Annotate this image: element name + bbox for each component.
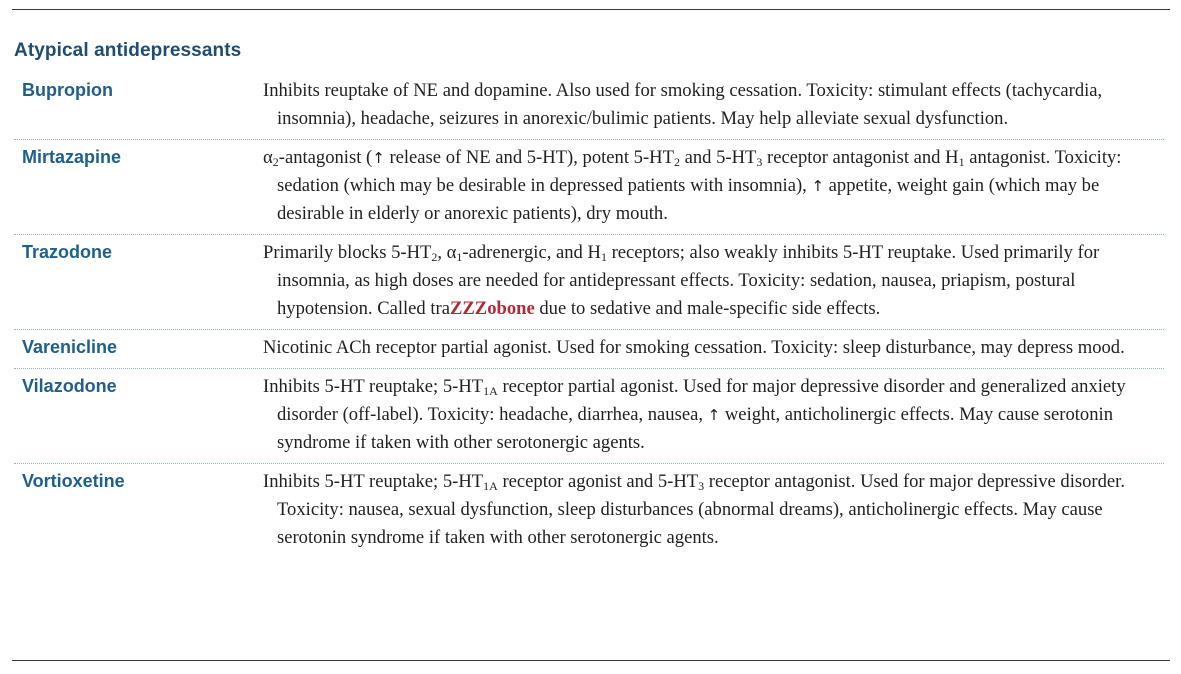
description-text: and 5-HT [679,147,757,168]
section-title: Atypical antidepressants [14,40,242,61]
description-text: , α [437,242,457,263]
description-text: α [263,147,273,168]
table-row [14,140,1164,235]
bottom-rule [12,660,1170,661]
drug-name: Trazodone [22,242,113,262]
subscript: 2 [431,250,438,264]
table-row [14,464,1164,558]
drug-name: Mirtazapine [22,147,122,167]
drug-description [263,334,1164,362]
drug-description [263,239,1164,323]
drug-name: Varenicline [22,337,118,357]
top-rule [12,9,1170,10]
description-text: Inhibits reuptake of NE and dopamine. Also used for smoking cessation. Toxicity: stimulant effects (tachycardia, insomnia), headache, seizures in anorexic/bulimic patients. May help alleviate sexual dysfunction. [263,80,1103,129]
up-arrow-icon: ↑ [707,406,721,424]
table-row [14,369,1164,464]
subscript: 1 [958,155,965,169]
subscript: 2 [673,155,680,169]
drug-description [263,468,1164,552]
description-text: antagonist. Toxicity: sedation (which may be desirable in depressed patients with insomnia), [277,147,1122,196]
description-text: receptor agonist and 5-HT [497,471,699,492]
up-arrow-icon: ↑ [811,177,825,195]
subscript: 3 [756,155,763,169]
description-text: receptor antagonist. Used for major depressive disorder. Toxicity: nausea, sexual dysfunction, sleep disturbances (abnormal dreams), anticholinergic effects. May cause serotonin syndrome if taken with other serotonergic agents. [277,471,1125,548]
description-text: Inhibits 5-HT reuptake; 5-HT [263,471,484,492]
description-text: Inhibits 5-HT reuptake; 5-HT [263,376,484,397]
drug-name: Bupropion [22,80,113,100]
drug-name: Vilazodone [22,376,117,396]
description-text: release of NE and 5-HT), potent 5-HT [384,147,674,168]
description-text: receptor antagonist and H [762,147,959,168]
table-row [14,330,1164,369]
subscript: 1A [483,384,498,398]
subscript: 3 [698,479,705,493]
description-text: weight, anticholinergic effects. May cause serotonin syndrome if taken with other serotonergic agents. [277,404,1113,453]
up-arrow-icon: ↑ [372,149,385,167]
description-text: -antagonist ( [278,147,373,168]
table-row [14,73,1164,140]
subscript: 1 [456,250,463,264]
description-text: appetite, weight gain (which may be desirable in elderly or anorexic patients), dry mouth. [277,175,1100,224]
subscript: 2 [272,155,279,169]
drug-description [263,77,1164,133]
subscript: 1 [600,250,607,264]
drug-table [14,73,1164,558]
mnemonic-highlight: ZZZobone [450,298,535,319]
drug-name: Vortioxetine [22,471,125,491]
description-text: Primarily blocks 5-HT [263,242,432,263]
description-text: due to sedative and male-specific side effects. [534,298,881,319]
description-text: receptor partial agonist. Used for major depressive disorder and generalized anxiety disorder (off-label). Toxicity: headache, diarrhea, nausea, [277,376,1126,425]
description-text: receptors; also weakly inhibits 5-HT reuptake. Used primarily for insomnia, as high doses are needed for antidepressant effects. Toxicity: sedation, nausea, priapism, postural hypotension. Called tra [277,242,1100,319]
table-row [14,235,1164,330]
drug-description [263,144,1164,228]
description-text: Nicotinic ACh receptor partial agonist. Used for smoking cessation. Toxicity: sleep disturbance, may depress mood. [263,337,1125,358]
description-text: -adrenergic, and H [462,242,601,263]
drug-description [263,373,1164,457]
subscript: 1A [483,479,498,493]
